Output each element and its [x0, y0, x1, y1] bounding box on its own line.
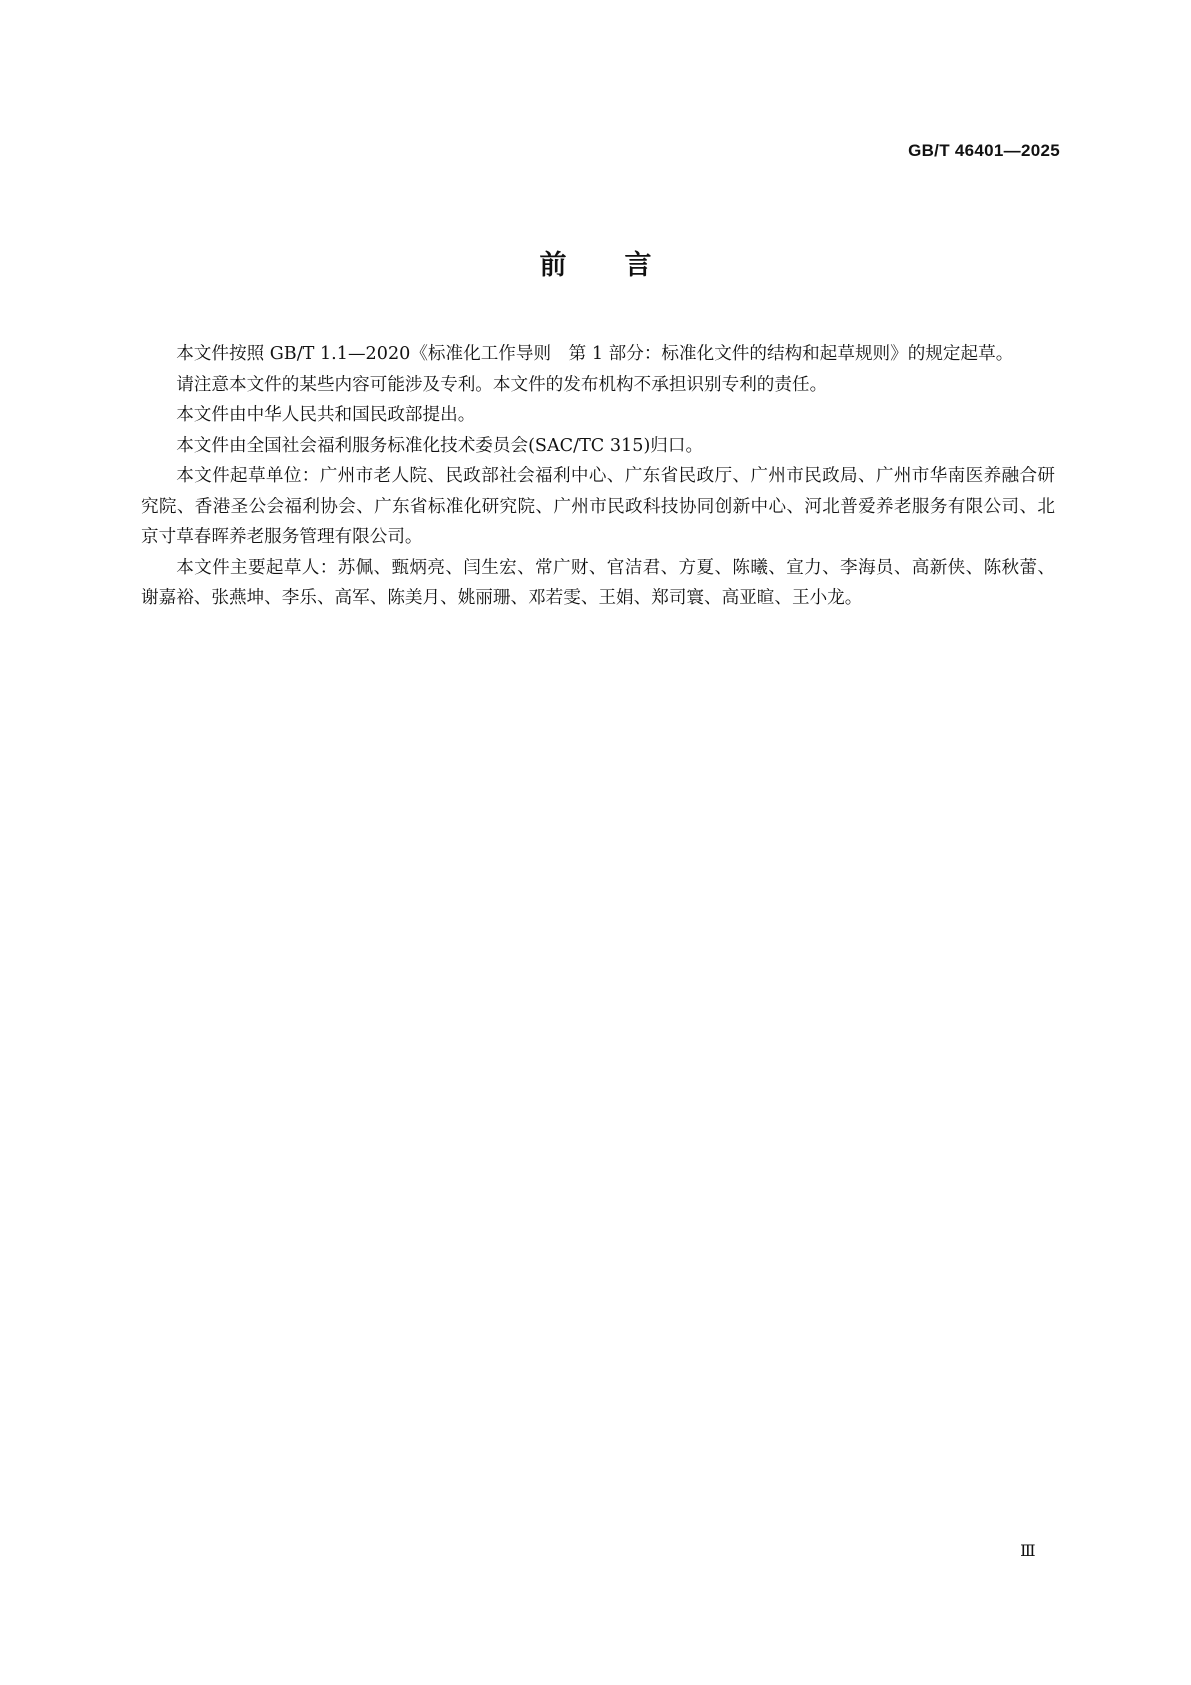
- paragraph-administrator: 本文件由全国社会福利服务标准化技术委员会(SAC/TC 315)归口。: [176, 435, 704, 456]
- paragraph-drafting-organizations: 本文件起草单位：广州市老人院、民政部社会福利中心、广东省民政厅、广州市民政局、广州市华南医养融合研究院、香港圣公会福利协会、广东省标准化研究院、广州市民政科技协同创新中心、河北普爱养老服务有限公司、北京寸草春晖养老服务管理有限公司。: [141, 466, 1055, 547]
- foreword-body: [141, 339, 1055, 614]
- standard-code: GB/T 46401—2025: [908, 141, 1060, 160]
- paragraph-main-drafters: 本文件主要起草人：苏佩、甄炳亮、闫生宏、常广财、官洁君、方夏、陈曦、宣力、李海员、高新侠、陈秋蕾、谢嘉裕、张燕坤、李乐、高军、陈美月、姚丽珊、邓若雯、王娟、郑司寰、高亚暄、王小龙。: [141, 557, 1055, 608]
- page-title: 前言: [539, 250, 710, 281]
- paragraph-drafting-rules: 本文件按照 GB/T 1.1—2020《标准化工作导则 第 1 部分：标准化文件的结构和起草规则》的规定起草。: [176, 344, 1014, 364]
- paragraph-proposer: 本文件由中华人民共和国民政部提出。: [176, 405, 476, 425]
- paragraph-patent-notice: 请注意本文件的某些内容可能涉及专利。本文件的发布机构不承担识别专利的责任。: [176, 374, 828, 395]
- page-number: Ⅲ: [1020, 1543, 1035, 1560]
